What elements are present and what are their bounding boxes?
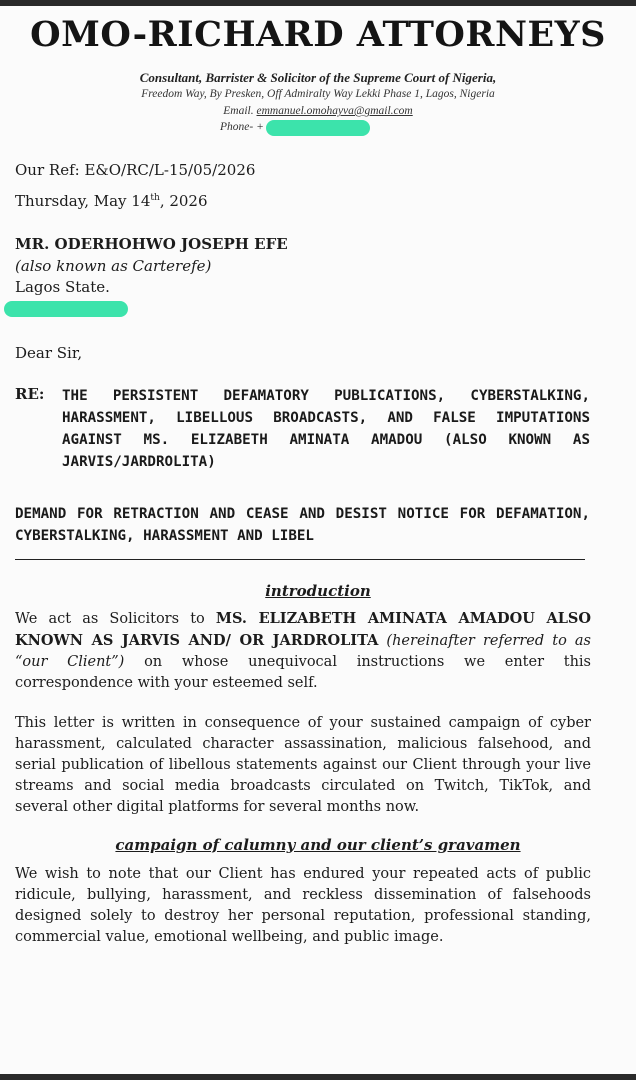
firm-email-line (0, 105, 636, 117)
addressee-block (15, 234, 621, 299)
introduction-paragraph (15, 608, 591, 694)
p1-lead: We act as Solicitors to (15, 611, 216, 627)
date-suffix: th (150, 193, 160, 203)
firm-phone-line: Phone- + (220, 121, 264, 133)
client-name: MS. ELIZABETH AMINATA AMADOU ALSO KNOWN AS JARVIS AND/ OR JARDROLITA (15, 610, 591, 649)
consequence-paragraph: This letter is written in consequence of your sustained campaign of cyber harassment, calculated character assassination, malicious falsehood, and serial publication of libellous statements against our Client through your live streams and social media broadcasts circulated on Twitch, TikTok, and several other digital platforms for several months now. (15, 715, 591, 815)
client-definition: (hereinafter referred to as “our Client”) (15, 633, 591, 670)
letter-date (15, 188, 621, 213)
addressee-name: MR. ODERHOHWO JOSEPH EFE (15, 235, 288, 253)
firm-address: Freedom Way, By Presken, Off Admiralty Way Lekki Phase 1, Lagos, Nigeria (141, 88, 495, 100)
re-label: RE: (15, 385, 45, 403)
bottom-border (0, 1074, 636, 1080)
phone-redaction-mark (266, 120, 370, 136)
re-subject: THE PERSISTENT DEFAMATORY PUBLICATIONS, CYBERSTALKING, HARASSMENT, LIBELLOUS BROADCASTS, AND FALSE IMPUTATIONS AGAINST MS. ELIZABETH AMINATA AMADOU (ALSO KNOWN AS JARVIS/JARDROLITA) (62, 388, 590, 470)
campaign-paragraph: We wish to note that our Client has endured your repeated acts of public ridicule, bullying, harassment, and reckless dissemination of falsehoods designed solely to destroy her personal reputation, professional standing, commercial value, emotional wellbeing, and public image. (15, 866, 591, 945)
campaign-heading: campaign of calumny and our client’s gravamen (115, 836, 521, 854)
firm-subtitle: Consultant, Barrister & Solicitor of the Supreme Court of Nigeria, (139, 70, 497, 85)
addressee-alias: (also known as Carterefe) (15, 256, 212, 275)
address-redaction-mark (4, 301, 128, 317)
divider-rule (15, 559, 585, 560)
email-label: Email. (223, 105, 254, 117)
top-border (0, 0, 636, 6)
date-day: Thursday, May 14 (15, 192, 151, 210)
email-address: emmanuel.omohayva@gmail.com (256, 105, 413, 117)
date-year: , 2026 (159, 192, 208, 210)
addressee-location: Lagos State. (15, 278, 110, 296)
reference-number: Our Ref: E&O/RC/L-15/05/2026 (15, 161, 256, 179)
firm-name: OMO-RICHARD ATTORNEYS (30, 14, 606, 55)
introduction-heading: introduction (265, 582, 371, 600)
salutation: Dear Sir, (15, 344, 83, 362)
demand-heading: DEMAND FOR RETRACTION AND CEASE AND DESIST NOTICE FOR DEFAMATION, CYBERSTALKING, HARASSMENT AND LIBEL (15, 506, 590, 544)
p1-tail: on whose unequivocal instructions we enter this correspondence with your esteemed self. (15, 654, 591, 691)
